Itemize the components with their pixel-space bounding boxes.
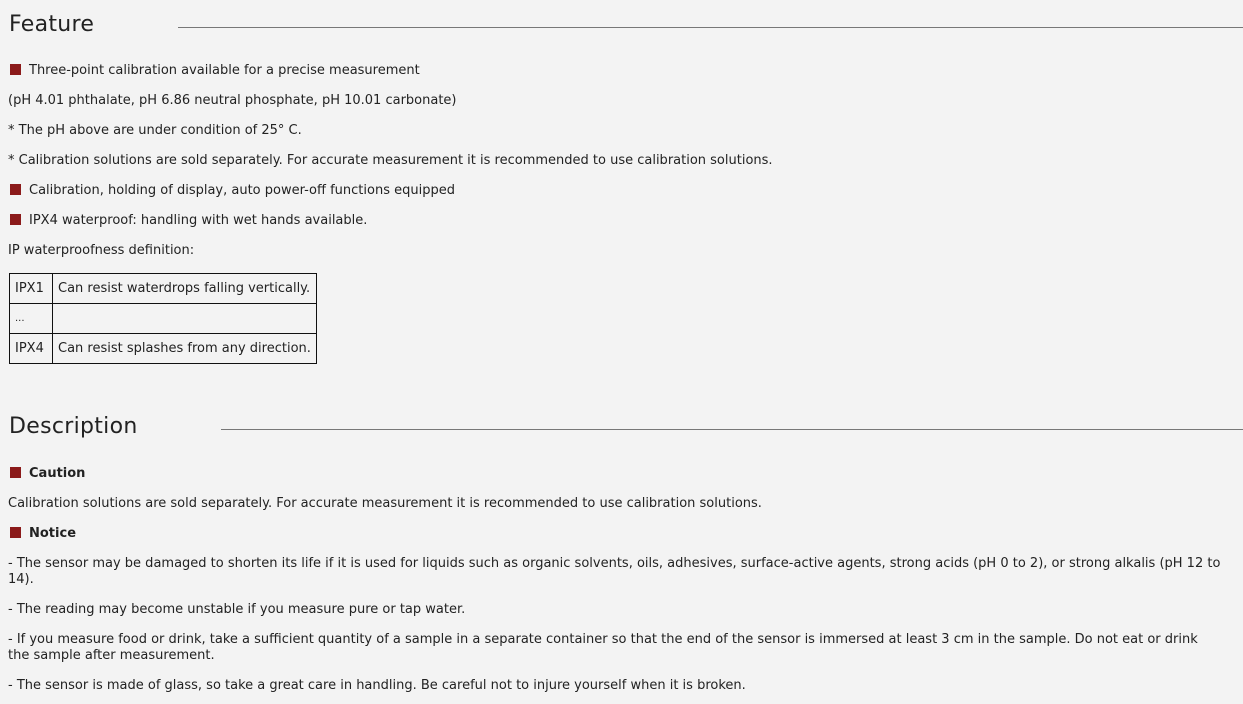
feature-bullet-functions [8,183,1221,199]
feature-bullet-text: Calibration, holding of display, auto power-off functions equipped [29,183,455,198]
ph-values-text: (pH 4.01 phthalate, pH 6.86 neutral phosphate, pH 10.01 carbonate) [8,93,457,108]
feature-title: Feature [9,12,95,37]
notice-item: - The sensor may be damaged to shorten its life if it is used for liquids such as organic solvents, oils, adhesives, surface-active agents, strong acids (pH 0 to 2), or strong alkalis (pH 12 to 14). [8,556,1221,587]
table-cell: Can resist waterdrops falling vertically. [53,274,317,304]
notice-label: Notice [29,526,77,541]
square-bullet-icon [10,467,21,478]
temperature-note: * The pH above are under condition of 25° C. [8,123,302,138]
description-title: Description [9,414,138,439]
caution-label: Caution [29,466,86,481]
description-heading [9,414,138,439]
solutions-note: * Calibration solutions are sold separately. For accurate measurement it is recommended to use calibration solutions. [8,153,773,168]
table-row [10,274,317,304]
table-cell: IPX1 [10,274,53,304]
square-bullet-icon [10,527,21,538]
caution-text: Calibration solutions are sold separately. For accurate measurement it is recommended to use calibration solutions. [8,496,762,511]
feature-divider [178,27,1243,28]
square-bullet-icon [10,184,21,195]
square-bullet-icon [10,214,21,225]
table-cell: ... [10,304,53,334]
table-cell [53,304,317,334]
table-cell: IPX4 [10,334,53,364]
caution-heading [8,466,1221,482]
table-row [10,334,317,364]
notice-item: - The reading may become unstable if you measure pure or tap water. [8,602,466,617]
notice-item: - If you measure food or drink, take a sufficient quantity of a sample in a separate container so that the end of the sensor is immersed at least 3 cm in the sample. Do not eat or drink the sample after measurement. [8,632,1198,663]
ip-definition-table [9,273,317,364]
table-cell: Can resist splashes from any direction. [53,334,317,364]
feature-bullet-waterproof [8,213,1221,229]
description-divider [221,429,1243,430]
feature-bullet-text: Three-point calibration available for a precise measurement [29,63,420,78]
notice-item: - The sensor is made of glass, so take a great care in handling. Be careful not to injure yourself when it is broken. [8,678,746,693]
square-bullet-icon [10,64,21,75]
ip-definition-label: IP waterproofness definition: [8,243,195,258]
notice-heading [8,526,1221,542]
feature-bullet-text: IPX4 waterproof: handling with wet hands available. [29,213,368,228]
feature-bullet-calibration [8,63,1221,79]
table-row [10,304,317,334]
feature-heading [9,12,94,37]
